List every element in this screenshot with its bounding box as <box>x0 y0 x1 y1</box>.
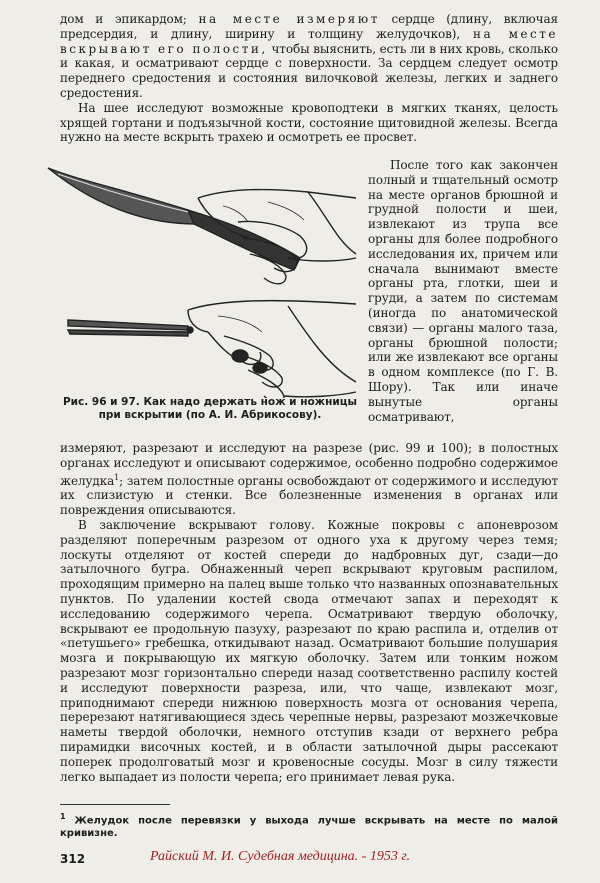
page-number: 312 <box>60 852 86 866</box>
figure-caption: Рис. 96 и 97. Как надо держать нож и ножницы при вскрытии (по А. И. Абрикосову). <box>62 396 358 421</box>
footnote <box>60 810 558 840</box>
top-text-block <box>60 12 558 145</box>
footnote-mark: 1 <box>60 812 66 821</box>
footnote-text: Желудок после перевязки у выхода лучше вскрывать на месте по малой кривизне. <box>60 815 558 840</box>
paragraph-head: В заключение вскрывают голову. Кожные покровы с апоневрозом разделяют поперечным разрезом от одного уха к другому через темя; лоскуты отделяют от костей спереди до надбровных дуг, сзади—до затылочного бугра. Обнаженный череп вскрывают круговым распилом, проходящим примерно на палец выше только что названных опознавательных пунктов. По удалении костей свода отмечают запах и переходят к исследованию содержимого черепа. Осматривают твердую оболочку, вскрывают ее продольную пазуху, разрезают по краю распила и, отделив от «петушьего» гребешка, откидывают назад. Осматривают большие полушария мозга и покрывающую их мягкую оболочку. Затем или тонким ножом разрезают мозг горизонтально спереди назад соответственно распилу костей и исследуют поверхности разреза, или, что чаще, извлекают мозг, приподнимают спереди нижнюю поверхность мозга от основания черепа, перерезают натягивающиеся здесь черепные нервы, разрезают мозжечковые наметы твердой оболочки, немного отступив кзади от верхнего ребра пирамидки височных костей, и в области затылочной дыры рассекают поперек продолговатый мозг и кровеносные сосуды. Мозг в силу тяжести легко выпадает из полости черепа; его принимает левая рука. <box>60 517 558 784</box>
text-run: ; затем полостные органы освобождают от содержимого и исследуют их слизистую и стенки. Все болезненные изменения в органах или повреждения описываются. <box>60 473 559 518</box>
paragraph-neck: На шее исследуют возможные кровоподтеки в мягких тканях, целость хрящей гортани и подъязычной кости, состояние щитовидной железы. Всегда нужно на месте вскрыть трахею и осмотреть ее просвет. <box>60 100 558 145</box>
bottom-text-block <box>60 441 558 784</box>
paragraph-heart <box>60 12 558 101</box>
text-run: чтобы выяснить, есть ли в них кровь, сколько и какая, и осматривают сердце с поверхности. За сердцем следует осмотр переднего средостения и состояния вилочковой железы, легких и заднего средостения. <box>60 41 558 100</box>
right-column-text <box>368 158 558 424</box>
paragraph-organ-extraction: После того как закончен полный и тщательный осмотр на месте органов брюшной и грудной полости и шеи, извлекают из трупа все органы для более подробного исследования их, причем или сначала вынимают вместе органы рта, глотки, шеи и груди, а затем по системам (иногда по анатомической связи) — органы малого таза, органы брюшной полости; или же извлекают все органы в одном комплексе (по Г. В. Шору). Так или иначе вынутые органы осматривают, <box>368 158 558 424</box>
text-run: дом и эпикардом; <box>60 12 199 26</box>
knife-hand-illustration <box>38 158 360 398</box>
spaced-text-run: на месте измеряют <box>198 12 380 26</box>
source-annotation: Райский М. И. Судебная медицина. - 1953 г. <box>150 849 411 864</box>
footnote-divider <box>60 804 170 805</box>
spaced-text-run: на месте вскрывают его полости, <box>60 26 558 56</box>
text-run: сердце (длину, включая предсердия, и длину, ширину и толщину желудочков), <box>60 12 559 41</box>
paragraph-organs <box>60 441 558 518</box>
text-run: измеряют, разрезают и исследуют на разрезе (рис. 99 и 100); в полостных органах исследуют и описывают содержимое, особенно подробно содержимое желудка <box>60 441 558 488</box>
footnote-reference: 1 <box>114 472 120 482</box>
